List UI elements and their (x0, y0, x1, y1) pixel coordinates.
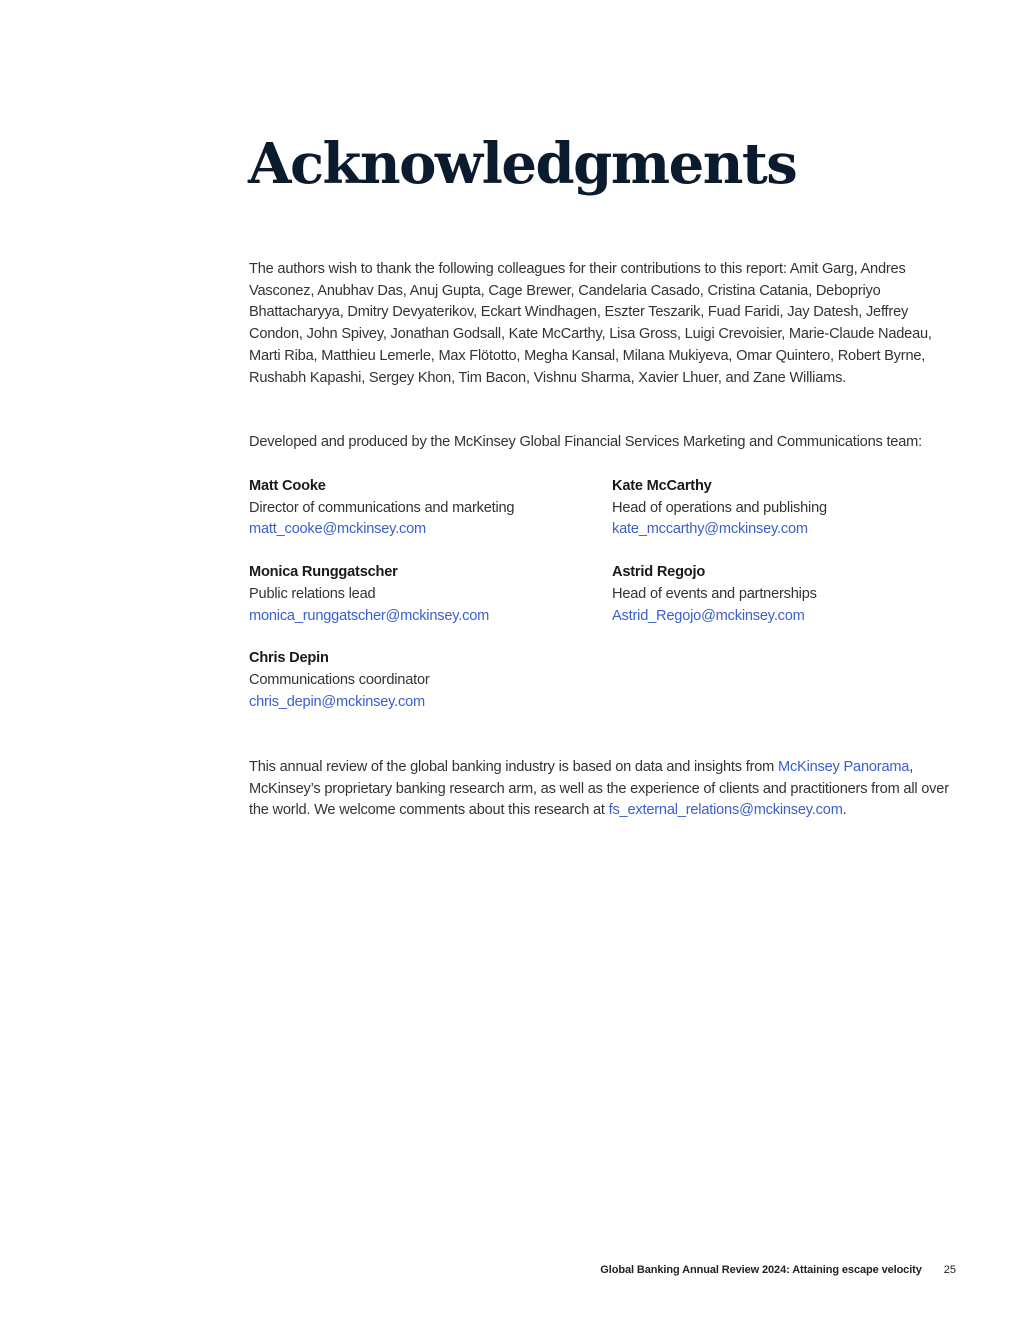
closing-text-1: This annual review of the global banking industry is based on data and insights from (249, 759, 778, 775)
page-footer (600, 1262, 956, 1278)
contact-chris-depin (249, 648, 612, 713)
mckinsey-panorama-link[interactable]: McKinsey Panorama (777, 759, 910, 775)
contact-email-link[interactable]: kate_mccarthy@mckinsey.com (612, 521, 808, 538)
closing-text-2: , McKinsey’s proprietary banking research arm, as well as the experience of clients and practitioners from all over the world. We welcome comments about this research at (249, 759, 949, 819)
contact-name: Matt Cooke (249, 478, 326, 494)
contact-role: Head of events and partnerships (612, 585, 817, 602)
contact-email-link[interactable]: chris_depin@mckinsey.com (249, 693, 426, 710)
contact-role: Communications coordinator (249, 671, 430, 688)
contact-email-link[interactable]: monica_runggatscher@mckinsey.com (249, 607, 490, 624)
contact-role: Public relations lead (249, 585, 376, 602)
closing-paragraph (249, 757, 959, 822)
contact-name: Chris Depin (249, 650, 329, 667)
developed-by-paragraph: Developed and produced by the McKinsey Global Financial Services Marketing and Communications team: (249, 434, 922, 450)
contact-matt-cooke (249, 476, 612, 541)
contact-kate-mccarthy (612, 476, 959, 541)
contact-name: Astrid Regojo (612, 564, 706, 581)
page-title: Acknowledgments (248, 131, 797, 197)
intro-paragraph: The authors wish to thank the following colleagues for their contributions to this report: Amit Garg, Andres Vasconez, Anubhav Das, Anuj Gupta, Cage Brewer, Candelaria Casado, Cristina Catania, Debopriyo Bhattacharyya, Dmitry Devyaterikov, Eckart Windhagen, Eszter Teszarik, Fuad Faridi, Jay Datesh, Jeffrey Condon, John Spivey, Jonathan Godsall, Kate McCarthy, Lisa Gross, Luigi Crevoisier, Marie-Claude Nadeau, Marti Riba, Matthieu Lemerle, Max Flötotto, Megha Kansal, Milana Mukiyeva, Omar Quintero, Robert Byrne, Rushabh Kapashi, Sergey Khon, Tim Bacon, Vishnu Sharma, Xavier Lhuer, and Zane Williams. (249, 261, 932, 386)
contact-name: Kate McCarthy (612, 478, 712, 494)
contact-role: Head of operations and publishing (612, 499, 827, 516)
contact-role: Director of communications and marketing (249, 499, 515, 516)
fs-external-relations-email-link[interactable]: fs_external_relations@mckinsey.com (608, 802, 843, 819)
contact-email-link[interactable]: matt_cooke@mckinsey.com (249, 521, 427, 538)
team-contacts (249, 476, 959, 713)
contact-monica-runggatscher (249, 562, 612, 627)
footer-report-title: Global Banking Annual Review 2024: Attaining escape velocity (600, 1264, 922, 1276)
contact-astrid-regojo (612, 562, 959, 627)
contact-name: Monica Runggatscher (249, 564, 398, 581)
closing-text-3: . (842, 802, 847, 819)
page-number: 25 (943, 1264, 956, 1276)
contact-email-link[interactable]: Astrid_Regojo@mckinsey.com (612, 607, 805, 624)
